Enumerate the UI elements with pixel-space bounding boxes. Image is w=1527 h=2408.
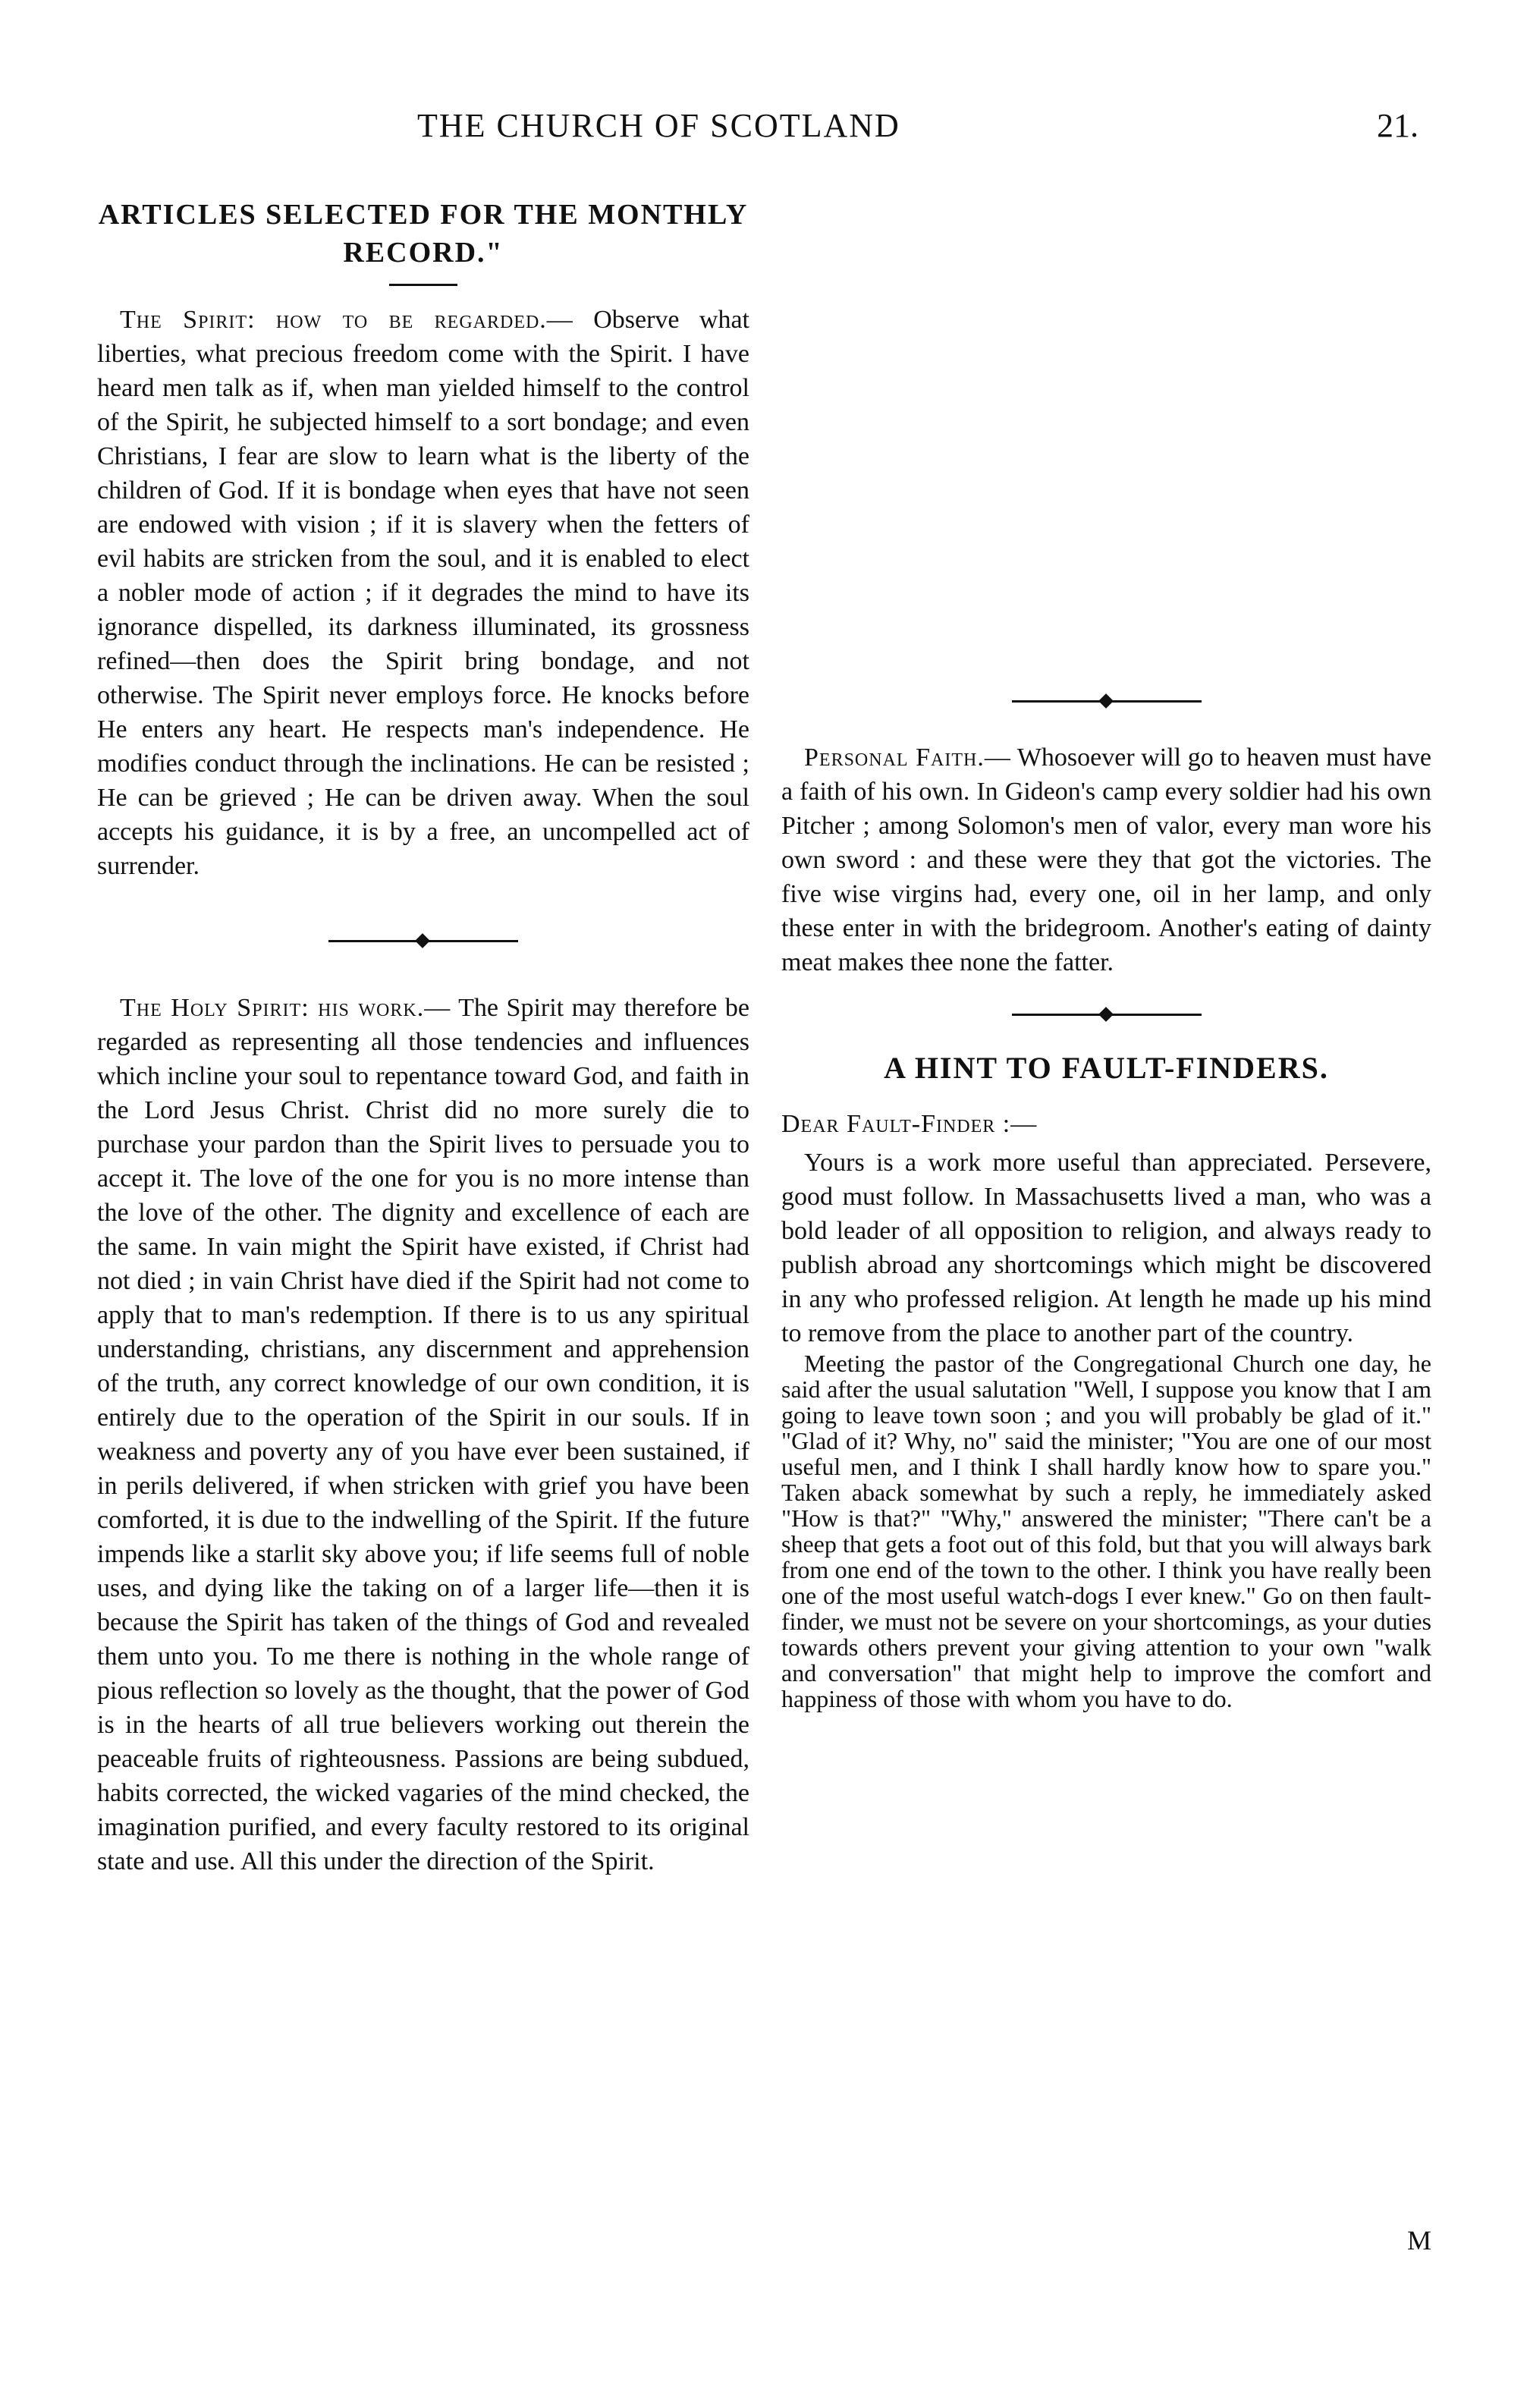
- hint-salutation: Dear Fault-Finder :—: [781, 1110, 1038, 1138]
- hint-paragraph-2: Meeting the pastor of the Congregational Church one day, he said after the usual salutation "Well, I suppose you know that I am going to leave town soon ; and you will probably be glad of it." "Glad of it? Why, no" said the minister; "You are one of our most useful men, and I think I shall hardly know how to spare you." Taken aback somewhat by such a reply, he immediately asked "How is that?" "Why," answered the minister; "There can't be a sheep that gets a foot out of this fold, but that you will always bark from one end of the town to the other. I think you have really been one of the most useful watch-dogs I ever knew." Go on then fault-finder, we must not be severe on your shortcomings, as your duties towards others prevent your giving attention to your own "walk and conversation" that might help to improve the comfort and happiness of those with whom you have to do.: [781, 1350, 1431, 1712]
- article-lead: Personal Faith.—: [804, 743, 1011, 772]
- article-body: The Spirit may therefore be regarded as representing all those tendencies and influences which incline your soul to repentance toward God, and faith in the Lord Jesus Christ. Christ did no more surely die to purchase your pardon than the Spirit lives to persuade you to accept it. The love of the one for you is no more intense than the love of the other. The dignity and excellence of each are the same. In vain might the Spirit have existed, if Christ had not died ; in vain Christ have died if the Spirit had not come to apply that to man's redemption. If there is to us any spiritual understanding, christians, any discernment and apprehension of the truth, any correct knowledge of our own condition, it is entirely due to the operation of the Spirit in our souls. If in weakness and poverty any of you have ever been sustained, if in perils delivered, if when stricken with grief you have been comforted, it is due to the indwelling of the Spirit. If the future impends like a starlit sky above you; if life seems full of noble uses, and dying like the taking on of a larger life—then it is because the Spirit has taken of the things of God and revealed them unto you. To me there is nothing in the whole range of pious reflection so lovely as the thought, that the power of God is in the hearts of all true believers working out therein the peaceable fruits of righteousness. Passions are being subdued, habits corrected, the wicked vagaries of the mind checked, the imagination purified, and every faculty restored to its original state and use. All this under the direction of the Spirit.: [97, 994, 750, 1875]
- hint-heading: A HINT TO FAULT-FINDERS.: [884, 1051, 1329, 1085]
- heading-rule: [389, 284, 457, 286]
- section-heading: ARTICLES SELECTED FOR THE MONTHLY RECORD.": [98, 199, 749, 269]
- article-body: Whosoever will go to heaven must have a faith of his own. In Gideon's camp every soldier had his own Pitcher ; among Solomon's men of valor, every man wore his own sword : and these were they that got the victories. The five wise virgins had, every one, oil in her lamp, and only these enter in with the bridegroom. Another's eating of dainty meat makes thee none the fatter.: [781, 743, 1431, 976]
- page-number: 21.: [1377, 107, 1419, 144]
- ornament-divider: [328, 936, 518, 945]
- signature-mark: M: [1407, 2225, 1432, 2256]
- continuation-spacer: [781, 196, 1431, 666]
- running-title: THE CHURCH OF SCOTLAND: [417, 107, 900, 144]
- ornament-divider: [1012, 1010, 1202, 1019]
- diamond-icon: [1098, 1007, 1114, 1022]
- article-holy-spirit-work: [97, 991, 749, 1878]
- article-lead: The Spirit: how to be regarded.—: [120, 306, 573, 334]
- left-column: [97, 196, 749, 1878]
- diamond-icon: [1098, 693, 1114, 709]
- article-spirit-regarded: [97, 303, 749, 883]
- article-personal-faith: [781, 740, 1431, 979]
- hint-paragraph-1: Yours is a work more useful than appreciated. Persevere, good must follow. In Massachusetts lived a man, who was a bold leader of all opposition to religion, and always ready to publish abroad any shortcomings which might be discovered in any who professed religion. At length he made up his mind to remove from the place to another part of the country.: [781, 1149, 1431, 1347]
- diamond-icon: [415, 933, 430, 948]
- right-column: [781, 196, 1431, 1712]
- article-body: Observe what liberties, what precious freedom come with the Spirit. I have heard men talk as if, when man yielded himself to the control of the Spirit, he subjected himself to a sort bondage; and even Christians, I fear are slow to learn what is the liberty of the children of God. If it is bondage when eyes that have not seen are endowed with vision ; if it is slavery when the fetters of evil habits are stricken from the soul, and it is enabled to elect a nobler mode of action ; if it degrades the mind to have its ignorance dispelled, its darkness illuminated, its grossness refined—then does the Spirit bring bondage, and not otherwise. The Spirit never employs force. He knocks before He enters any heart. He respects man's independence. He modifies conduct through the inclinations. He can be resisted ; He can be grieved ; He can be driven away. When the soul accepts his guidance, it is by a free, an uncompelled act of surrender.: [97, 306, 749, 880]
- article-lead: The Holy Spirit: his work.—: [120, 994, 451, 1022]
- running-head: [0, 106, 1527, 167]
- ornament-divider: [1012, 696, 1202, 706]
